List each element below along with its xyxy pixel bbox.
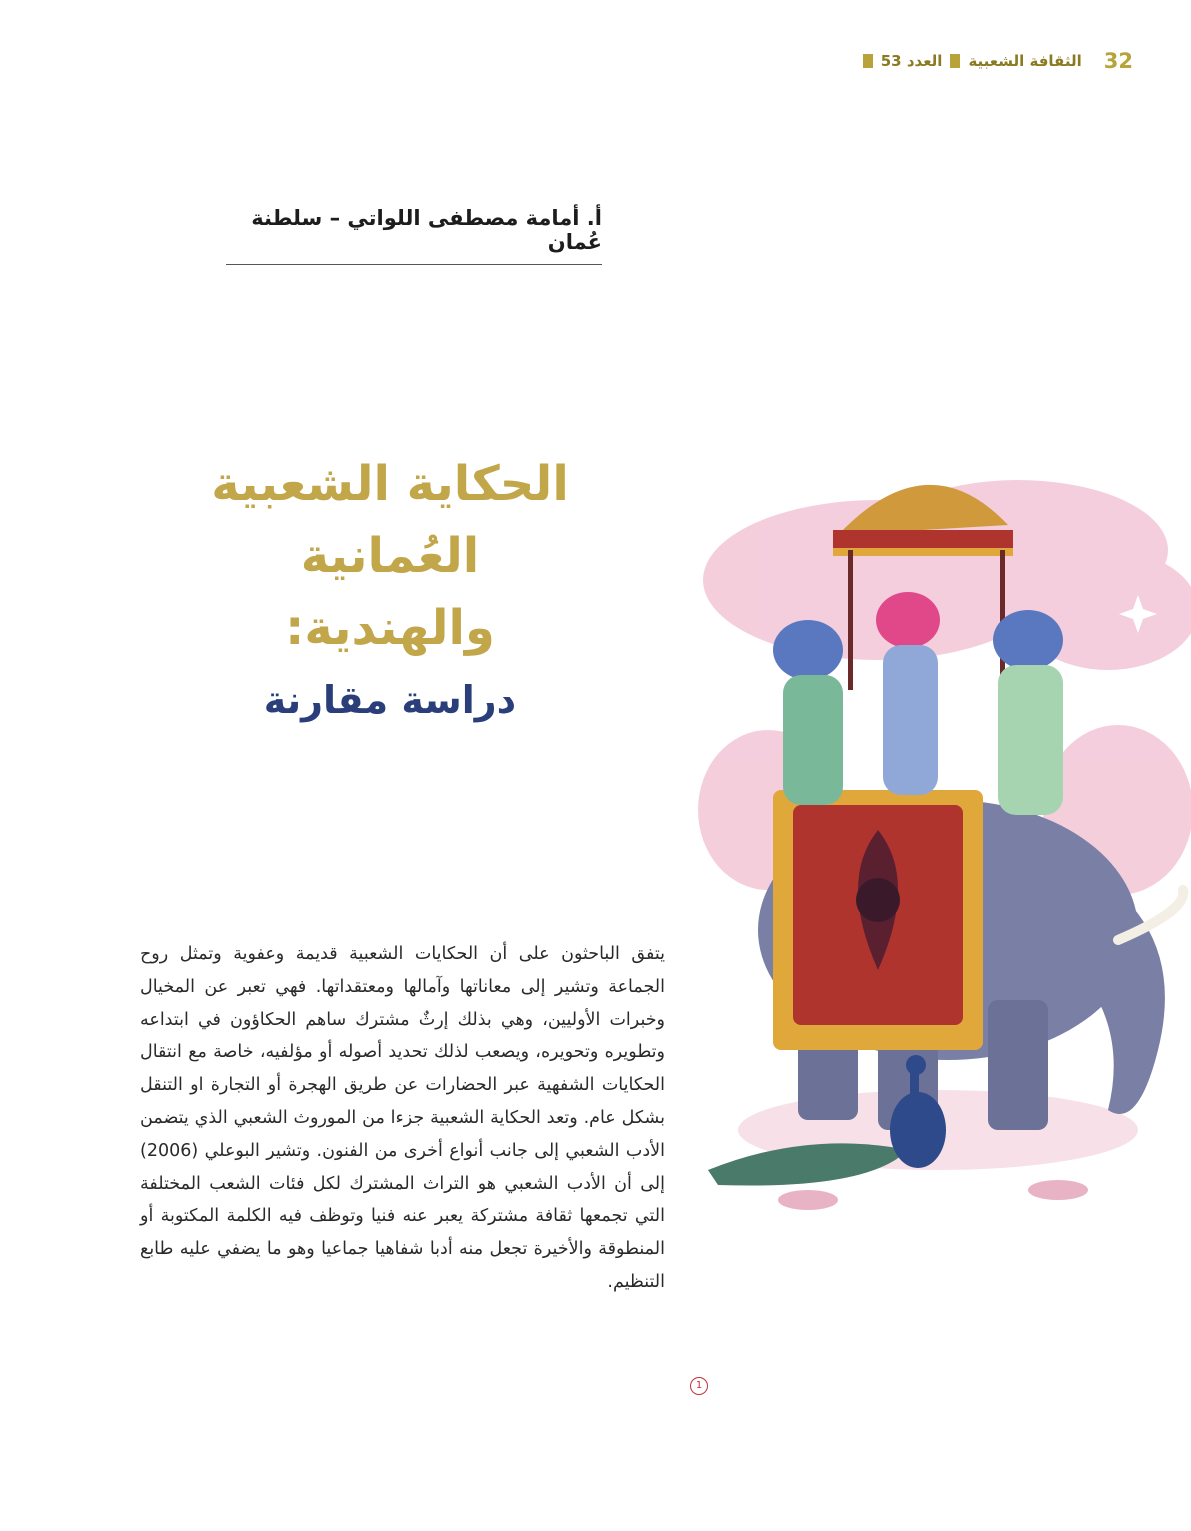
header-separator-square	[950, 54, 960, 68]
saddle-blanket	[773, 790, 983, 1050]
title-line-1: الحكاية الشعبية	[211, 456, 569, 512]
header-separator-square	[863, 54, 873, 68]
elephant-illustration	[688, 250, 1191, 1470]
riders	[773, 592, 1063, 815]
running-header	[820, 46, 1133, 76]
header-issue: العدد 53	[880, 52, 943, 70]
ground-spots	[778, 1180, 1088, 1210]
article-title	[200, 448, 580, 732]
title-subtitle: دراسة مقارنة	[263, 678, 517, 722]
page-number: 32	[1103, 49, 1133, 73]
title-line-2: العُمانية والهندية:	[285, 528, 495, 656]
header-magazine-name: الثقافة الشعبية	[968, 52, 1082, 70]
body-paragraph: يتفق الباحثون على أن الحكايات الشعبية قديمة وعفوية وتمثل روح الجماعة وتشير إلى معاناتها وآمالها ومعتقداتها. فهي تعبر عن المخيال وخبرات الأوليين، وهي بذلك إرثٌ مشترك ساهم الحكاؤون في ابتداعه وتطويره وتحويره، ويصعب لذلك تحديد أصوله أو مؤلفيه، خاصة مع انتقال الحكايات الشفهية عبر الحضارات عن طريق الهجرة أو التجارة او التنقل بشكل عام. وتعد الحكاية الشعبية جزءا من الموروث الشعبي الذي يتضمن الأدب الشعبي إلى جانب أنواع أخرى من الفنون. وتشير البوعلي (2006) إلى أن الأدب الشعبي هو التراث المشترك لكل فئات الشعب المختلفة التي تجمعها ثقافة مشتركة يعبر عنه فنيا وتوظف فيه الكلمة المكتوبة أو المنطوقة والأخيرة تجعل منه أدبا شفاهيا جماعيا وهو ما يضفي عليه طابع التنظيم.	[140, 944, 665, 1292]
footnote-marker: 1	[690, 1377, 708, 1395]
author-byline: أ. أمامة مصطفى اللواتي – سلطنة عُمان	[226, 206, 602, 265]
article-body	[140, 938, 665, 1299]
